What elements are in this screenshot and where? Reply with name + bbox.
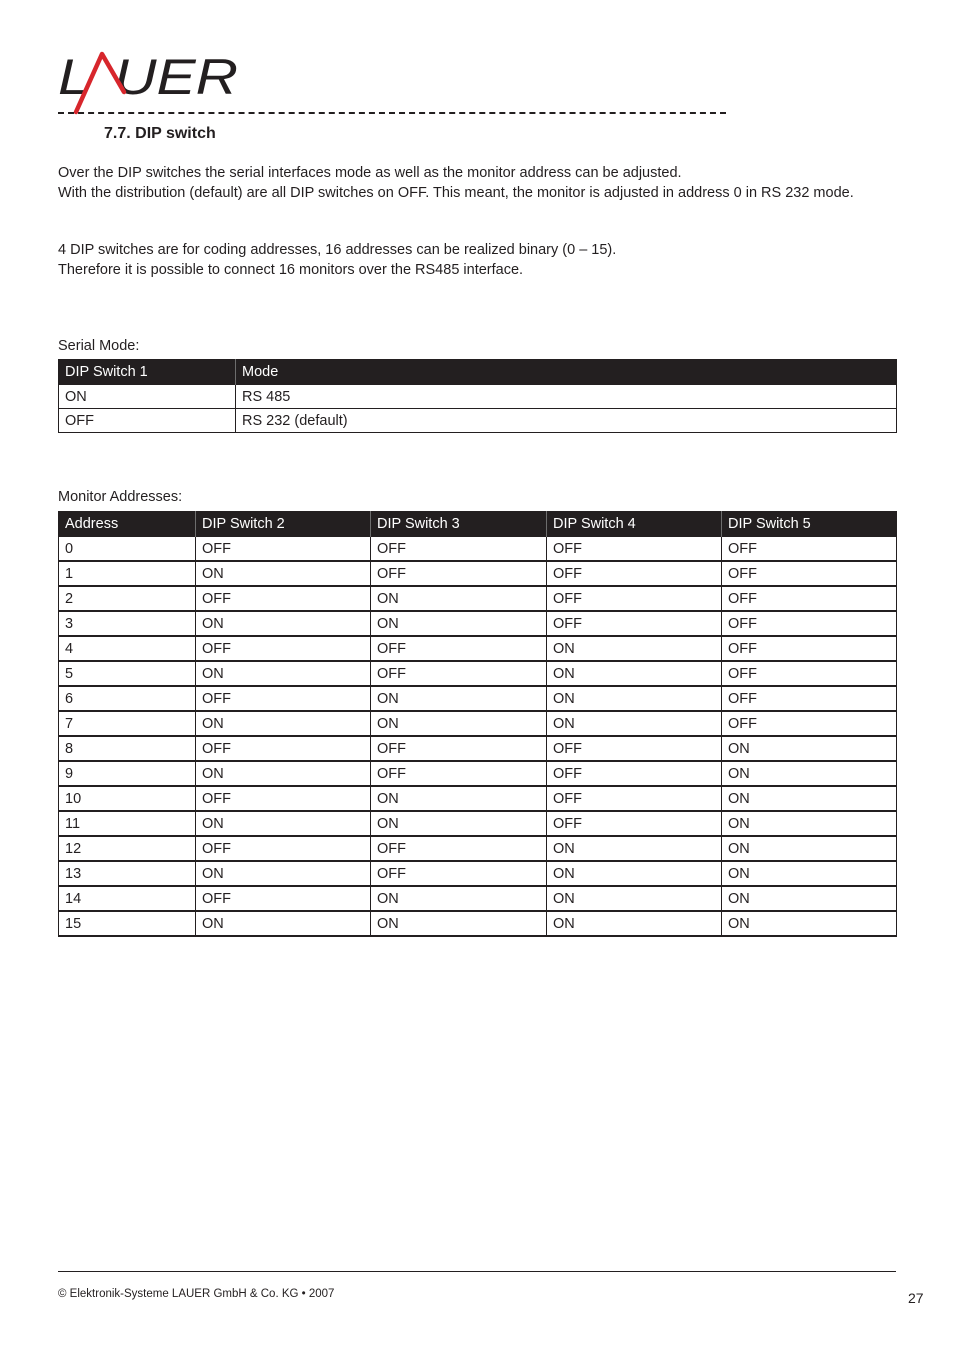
switch-state-cell: OFF <box>547 561 722 586</box>
serial-mode-table <box>58 359 897 433</box>
address-cell: 4 <box>59 636 196 661</box>
switch-state-cell: OFF <box>547 586 722 611</box>
intro-paragraph <box>58 164 898 203</box>
header-dashed-rule <box>58 112 726 114</box>
address-cell: 3 <box>59 611 196 636</box>
table-row <box>59 786 897 811</box>
switch-state-cell: ON <box>547 861 722 886</box>
switch-state-cell: ON <box>371 711 547 736</box>
monitor-addresses-table <box>58 511 897 937</box>
switch-state-cell: ON <box>547 661 722 686</box>
address-cell: 5 <box>59 661 196 686</box>
switch-state-cell: OFF <box>722 686 897 711</box>
svg-text:L UER: L UER <box>58 50 238 105</box>
switch-state-cell: ON <box>371 911 547 936</box>
switch-state-cell: ON <box>371 586 547 611</box>
address-cell: 1 <box>59 561 196 586</box>
address-cell: 10 <box>59 786 196 811</box>
table-row <box>59 686 897 711</box>
switch-state-cell: ON <box>371 886 547 911</box>
switch-state-cell: ON <box>196 611 371 636</box>
switch-state-cell: ON <box>722 761 897 786</box>
address-cell: 14 <box>59 886 196 911</box>
table-cell: ON <box>59 385 236 409</box>
switch-state-cell: OFF <box>196 586 371 611</box>
table-cell: RS 485 <box>236 385 897 409</box>
switch-state-cell: ON <box>722 786 897 811</box>
table-row <box>59 661 897 686</box>
address-cell: 13 <box>59 861 196 886</box>
switch-state-cell: ON <box>196 561 371 586</box>
switch-state-cell: ON <box>196 761 371 786</box>
switch-state-cell: ON <box>722 836 897 861</box>
switch-state-cell: OFF <box>547 761 722 786</box>
table-row <box>59 836 897 861</box>
switch-state-cell: OFF <box>722 561 897 586</box>
intro-line-2: With the distribution (default) are all DIP switches on OFF. This meant, the monitor is adjusted in address 0 in RS 232 mode. <box>58 184 854 201</box>
switch-state-cell: ON <box>371 686 547 711</box>
address-cell: 12 <box>59 836 196 861</box>
switch-state-cell: ON <box>371 611 547 636</box>
page-number: 27 <box>908 1290 924 1306</box>
column-header: Address <box>59 511 196 537</box>
switch-state-cell: OFF <box>196 686 371 711</box>
switch-state-cell: OFF <box>547 611 722 636</box>
switch-state-cell: ON <box>371 811 547 836</box>
table-row <box>59 911 897 936</box>
table-row <box>59 811 897 836</box>
table-header-row <box>59 511 897 537</box>
table-header-row <box>59 359 897 385</box>
copyright-text: © Elektronik-Systeme LAUER GmbH & Co. KG • 2007 <box>58 1288 335 1300</box>
switch-state-cell: ON <box>196 811 371 836</box>
address-line-2: Therefore it is possible to connect 16 monitors over the RS485 interface. <box>58 261 524 278</box>
switch-state-cell: ON <box>722 811 897 836</box>
switch-state-cell: OFF <box>196 537 371 562</box>
table-row <box>59 409 897 433</box>
footer-rule <box>58 1271 896 1272</box>
column-header: Mode <box>236 359 897 385</box>
switch-state-cell: ON <box>547 686 722 711</box>
lauer-logo <box>58 50 248 116</box>
switch-state-cell: ON <box>196 711 371 736</box>
switch-state-cell: OFF <box>196 786 371 811</box>
address-paragraph <box>58 241 898 280</box>
address-cell: 15 <box>59 911 196 936</box>
switch-state-cell: OFF <box>722 611 897 636</box>
intro-line-1: Over the DIP switches the serial interfaces mode as well as the monitor address can be adjusted. <box>58 165 682 181</box>
switch-state-cell: OFF <box>196 886 371 911</box>
monitor-addresses-caption: Monitor Addresses: <box>58 489 183 505</box>
table-row <box>59 861 897 886</box>
address-cell: 11 <box>59 811 196 836</box>
table-row <box>59 636 897 661</box>
switch-state-cell: OFF <box>371 636 547 661</box>
switch-state-cell: ON <box>547 636 722 661</box>
address-cell: 7 <box>59 711 196 736</box>
switch-state-cell: ON <box>547 836 722 861</box>
table-row <box>59 586 897 611</box>
address-cell: 2 <box>59 586 196 611</box>
address-cell: 6 <box>59 686 196 711</box>
address-cell: 9 <box>59 761 196 786</box>
switch-state-cell: OFF <box>722 711 897 736</box>
switch-state-cell: ON <box>722 736 897 761</box>
table-row <box>59 886 897 911</box>
switch-state-cell: OFF <box>547 736 722 761</box>
column-header: DIP Switch 3 <box>371 511 547 537</box>
switch-state-cell: OFF <box>196 836 371 861</box>
switch-state-cell: OFF <box>196 736 371 761</box>
switch-state-cell: ON <box>722 911 897 936</box>
column-header: DIP Switch 5 <box>722 511 897 537</box>
section-title: 7.7. DIP switch <box>104 125 216 142</box>
address-cell: 0 <box>59 537 196 562</box>
switch-state-cell: OFF <box>722 586 897 611</box>
switch-state-cell: OFF <box>371 537 547 562</box>
switch-state-cell: ON <box>547 886 722 911</box>
table-row <box>59 385 897 409</box>
address-line-1: 4 DIP switches are for coding addresses, 16 addresses can be realized binary (0 – 15). <box>58 242 617 258</box>
switch-state-cell: OFF <box>371 736 547 761</box>
column-header: DIP Switch 2 <box>196 511 371 537</box>
switch-state-cell: ON <box>196 861 371 886</box>
switch-state-cell: OFF <box>722 661 897 686</box>
switch-state-cell: OFF <box>547 811 722 836</box>
switch-state-cell: OFF <box>371 836 547 861</box>
switch-state-cell: ON <box>547 711 722 736</box>
table-cell: RS 232 (default) <box>236 409 897 433</box>
switch-state-cell: ON <box>722 861 897 886</box>
column-header: DIP Switch 1 <box>59 359 236 385</box>
table-cell: OFF <box>59 409 236 433</box>
switch-state-cell: OFF <box>722 537 897 562</box>
switch-state-cell: OFF <box>371 761 547 786</box>
switch-state-cell: OFF <box>371 861 547 886</box>
switch-state-cell: OFF <box>722 636 897 661</box>
table-row <box>59 537 897 562</box>
table-row <box>59 736 897 761</box>
switch-state-cell: ON <box>371 786 547 811</box>
table-row <box>59 561 897 586</box>
switch-state-cell: ON <box>547 911 722 936</box>
switch-state-cell: ON <box>722 886 897 911</box>
serial-mode-caption: Serial Mode: <box>58 338 140 354</box>
table-row <box>59 761 897 786</box>
switch-state-cell: OFF <box>547 537 722 562</box>
switch-state-cell: OFF <box>547 786 722 811</box>
switch-state-cell: OFF <box>196 636 371 661</box>
switch-state-cell: OFF <box>371 561 547 586</box>
address-rows <box>59 537 897 937</box>
switch-state-cell: ON <box>196 911 371 936</box>
address-cell: 8 <box>59 736 196 761</box>
column-header: DIP Switch 4 <box>547 511 722 537</box>
table-row <box>59 611 897 636</box>
switch-state-cell: ON <box>196 661 371 686</box>
switch-state-cell: OFF <box>371 661 547 686</box>
table-row <box>59 711 897 736</box>
